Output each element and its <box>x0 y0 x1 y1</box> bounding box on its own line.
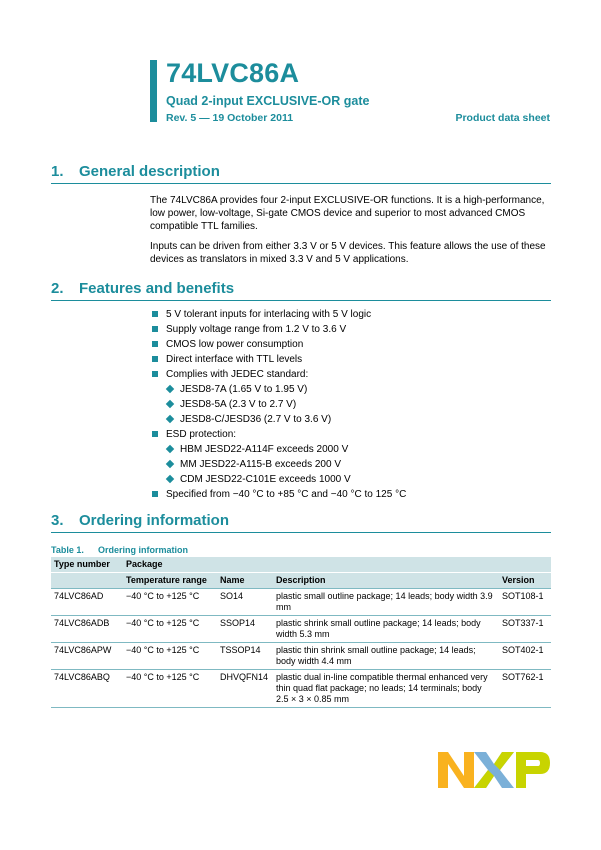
bullet-square-icon <box>152 431 158 437</box>
bullet-square-icon <box>152 371 158 377</box>
cell-temp: −40 °C to +125 °C <box>123 616 217 643</box>
revision-info: Rev. 5 — 19 October 2011 <box>166 112 294 124</box>
list-item: JESD8-7A (1.65 V to 1.95 V) <box>150 382 550 397</box>
header-description: Description <box>273 573 499 589</box>
section-3-heading <box>51 512 229 530</box>
cell-temp: −40 °C to +125 °C <box>123 643 217 670</box>
bullet-diamond-icon <box>166 385 174 393</box>
list-item: Specified from −40 °C to +85 °C and −40 °C to 125 °C <box>150 487 550 502</box>
section-title: General description <box>79 163 220 180</box>
cell-type: 74LVC86AD <box>51 589 123 616</box>
esd-sublist <box>150 442 550 487</box>
list-item: HBM JESD22-A114F exceeds 2000 V <box>150 442 550 457</box>
section-2-heading <box>51 280 234 298</box>
section-number: 3. <box>51 512 64 529</box>
document-subtitle: Quad 2-input EXCLUSIVE-OR gate <box>166 94 370 108</box>
cell-name: SSOP14 <box>217 616 273 643</box>
list-item: JESD8-C/JESD36 (2.7 V to 3.6 V) <box>150 412 550 427</box>
cell-desc: plastic small outline package; 14 leads; body width 3.9 mm <box>273 589 499 616</box>
table-number: Table 1. <box>51 545 84 555</box>
list-item: Supply voltage range from 1.2 V to 3.6 V <box>150 322 550 337</box>
header-temperature-range: Temperature range <box>123 573 217 589</box>
document-type: Product data sheet <box>455 112 550 124</box>
header-type-number: Type number <box>51 557 123 573</box>
list-item: Complies with JEDEC standard: JESD8-7A (1.65 V to 1.95 V) JESD8-5A (2.3 V to 2.7 V) JESD8-C/JESD36 (2.7 V to 3.6 V) <box>150 367 550 427</box>
list-item: CDM JESD22-C101E exceeds 1000 V <box>150 472 550 487</box>
bullet-square-icon <box>152 356 158 362</box>
bullet-square-icon <box>152 491 158 497</box>
cell-desc: plastic thin shrink small outline package; 14 leads; body width 4.4 mm <box>273 643 499 670</box>
table-row <box>51 616 551 643</box>
bullet-diamond-icon <box>166 460 174 468</box>
cell-version: SOT402-1 <box>499 643 551 670</box>
list-item: Direct interface with TTL levels <box>150 352 550 367</box>
list-item: JESD8-5A (2.3 V to 2.7 V) <box>150 397 550 412</box>
list-item: ESD protection: HBM JESD22-A114F exceeds 2000 V MM JESD22-A115-B exceeds 200 V CDM JESD22-C101E exceeds 1000 V <box>150 427 550 487</box>
bullet-square-icon <box>152 326 158 332</box>
cell-desc: plastic dual in-line compatible thermal enhanced very thin quad flat package; no leads; 14 terminals; body 2.5 × 3 × 0.85 mm <box>273 670 499 708</box>
header-name: Name <box>217 573 273 589</box>
section-number: 1. <box>51 163 64 180</box>
document-title: 74LVC86A <box>166 58 300 88</box>
cell-type: 74LVC86ADB <box>51 616 123 643</box>
cell-name: DHVQFN14 <box>217 670 273 708</box>
section-divider <box>51 183 551 184</box>
list-item: MM JESD22-A115-B exceeds 200 V <box>150 457 550 472</box>
cell-version: SOT337-1 <box>499 616 551 643</box>
header-empty <box>51 573 123 589</box>
header-package: Package <box>123 557 551 573</box>
section-1-heading <box>51 163 220 181</box>
bullet-diamond-icon <box>166 475 174 483</box>
bullet-diamond-icon <box>166 400 174 408</box>
jedec-sublist <box>150 382 550 427</box>
features-list <box>150 307 550 502</box>
cell-temp: −40 °C to +125 °C <box>123 589 217 616</box>
cell-type: 74LVC86ABQ <box>51 670 123 708</box>
table-caption <box>51 545 188 555</box>
list-item: CMOS low power consumption <box>150 337 550 352</box>
bullet-square-icon <box>152 341 158 347</box>
cell-version: SOT762-1 <box>499 670 551 708</box>
ordering-table <box>51 557 551 708</box>
cell-name: TSSOP14 <box>217 643 273 670</box>
general-description-paragraph-2: Inputs can be driven from either 3.3 V or 5 V devices. This feature allows the use of these devices as translators in mixed 3.3 V and 5 V applications. <box>150 241 546 265</box>
table-row <box>51 670 551 708</box>
list-item: 5 V tolerant inputs for interlacing with 5 V logic <box>150 307 550 322</box>
table-row <box>51 643 551 670</box>
bullet-diamond-icon <box>166 445 174 453</box>
section-divider <box>51 532 551 533</box>
title-accent-bar <box>150 60 157 122</box>
section-divider <box>51 300 551 301</box>
bullet-diamond-icon <box>166 415 174 423</box>
section-title: Ordering information <box>79 512 229 529</box>
nxp-logo <box>436 748 552 790</box>
cell-desc: plastic shrink small outline package; 14 leads; body width 5.3 mm <box>273 616 499 643</box>
bullet-square-icon <box>152 311 158 317</box>
table-row <box>51 589 551 616</box>
cell-version: SOT108-1 <box>499 589 551 616</box>
general-description-paragraph: The 74LVC86A provides four 2-input EXCLUSIVE-OR functions. It is a high-performance, low power, low-voltage, Si-gate CMOS device and superior to most advanced CMOS compatible TTL families. <box>150 195 545 232</box>
section-number: 2. <box>51 280 64 297</box>
table-title: Ordering information <box>98 545 188 555</box>
section-title: Features and benefits <box>79 280 235 297</box>
header-version: Version <box>499 573 551 589</box>
cell-name: SO14 <box>217 589 273 616</box>
cell-temp: −40 °C to +125 °C <box>123 670 217 708</box>
cell-type: 74LVC86APW <box>51 643 123 670</box>
